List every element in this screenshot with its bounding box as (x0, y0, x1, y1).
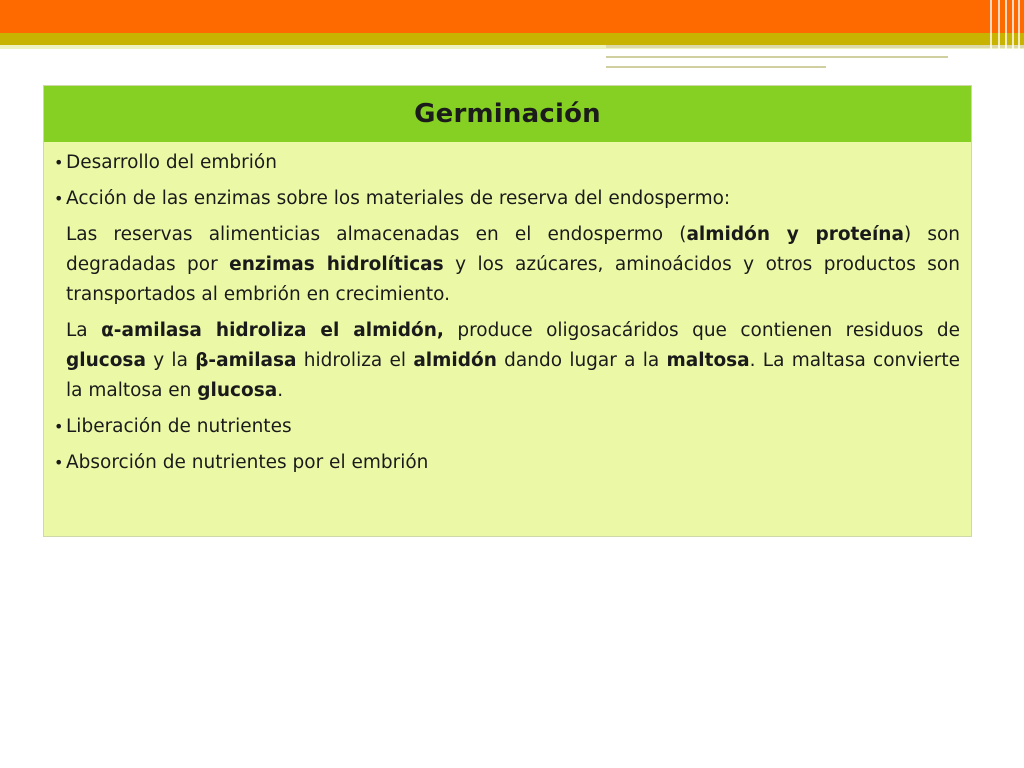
bullet-item (54, 412, 960, 442)
bullet-text: Desarrollo del embrión (66, 152, 277, 173)
bold-text: almidón y proteína (686, 224, 904, 245)
bullet-item (54, 448, 960, 478)
title-bar (44, 86, 971, 142)
decorative-line (606, 45, 1024, 48)
decorative-stripe (1005, 0, 1007, 70)
bold-text: glucosa (197, 380, 278, 401)
text-run: ) son degradadas por (66, 224, 960, 275)
text-run: La (66, 320, 102, 341)
top-orange-band (0, 0, 1024, 33)
bullet-dot: • (54, 153, 64, 172)
bullet-item (54, 148, 960, 178)
text-run: hidroliza el (296, 350, 414, 371)
bold-text: enzimas hidrolíticas (229, 254, 444, 275)
bold-text: glucosa (66, 350, 146, 371)
text-run: y los azúcares, aminoácidos y otros productos son transportados al embrión en crecimiento. (66, 254, 960, 305)
bullet-dot: • (54, 453, 64, 472)
bullet-item (54, 184, 960, 214)
decorative-line (606, 66, 826, 68)
text-run: produce oligosacáridos que contienen residuos de (443, 320, 960, 341)
bold-text: β-amilasa (195, 350, 297, 371)
bullet-text: Absorción de nutrientes por el embrión (66, 452, 429, 473)
bullet-dot: • (54, 417, 64, 436)
content-body (44, 142, 971, 478)
text-run: dando lugar a la (496, 350, 667, 371)
decorative-stripe (990, 0, 992, 70)
bullet-text: Liberación de nutrientes (66, 416, 292, 437)
decorative-line (606, 56, 948, 58)
decorative-stripe (1018, 0, 1020, 70)
bold-text: α-amilasa hidroliza el almidón, (101, 320, 444, 341)
text-run: . (277, 380, 284, 401)
bullet-text: Acción de las enzimas sobre los materiales de reserva del endospermo: (66, 188, 731, 209)
text-run: Las reservas alimenticias almacenadas en el endospermo ( (66, 224, 687, 245)
top-olive-band (0, 33, 1024, 45)
paragraph-amylase (54, 316, 960, 406)
bold-text: maltosa (666, 350, 750, 371)
decorative-stripe (998, 0, 1000, 70)
bold-text: almidón (413, 350, 497, 371)
text-run: . La maltasa convierte la maltosa en (66, 350, 960, 401)
slide-title: Germinación (414, 99, 601, 129)
paragraph-reserves (54, 220, 960, 310)
bullet-dot: • (54, 189, 64, 208)
decorative-stripe (1012, 0, 1014, 70)
content-box (43, 85, 972, 537)
text-run: y la (145, 350, 196, 371)
